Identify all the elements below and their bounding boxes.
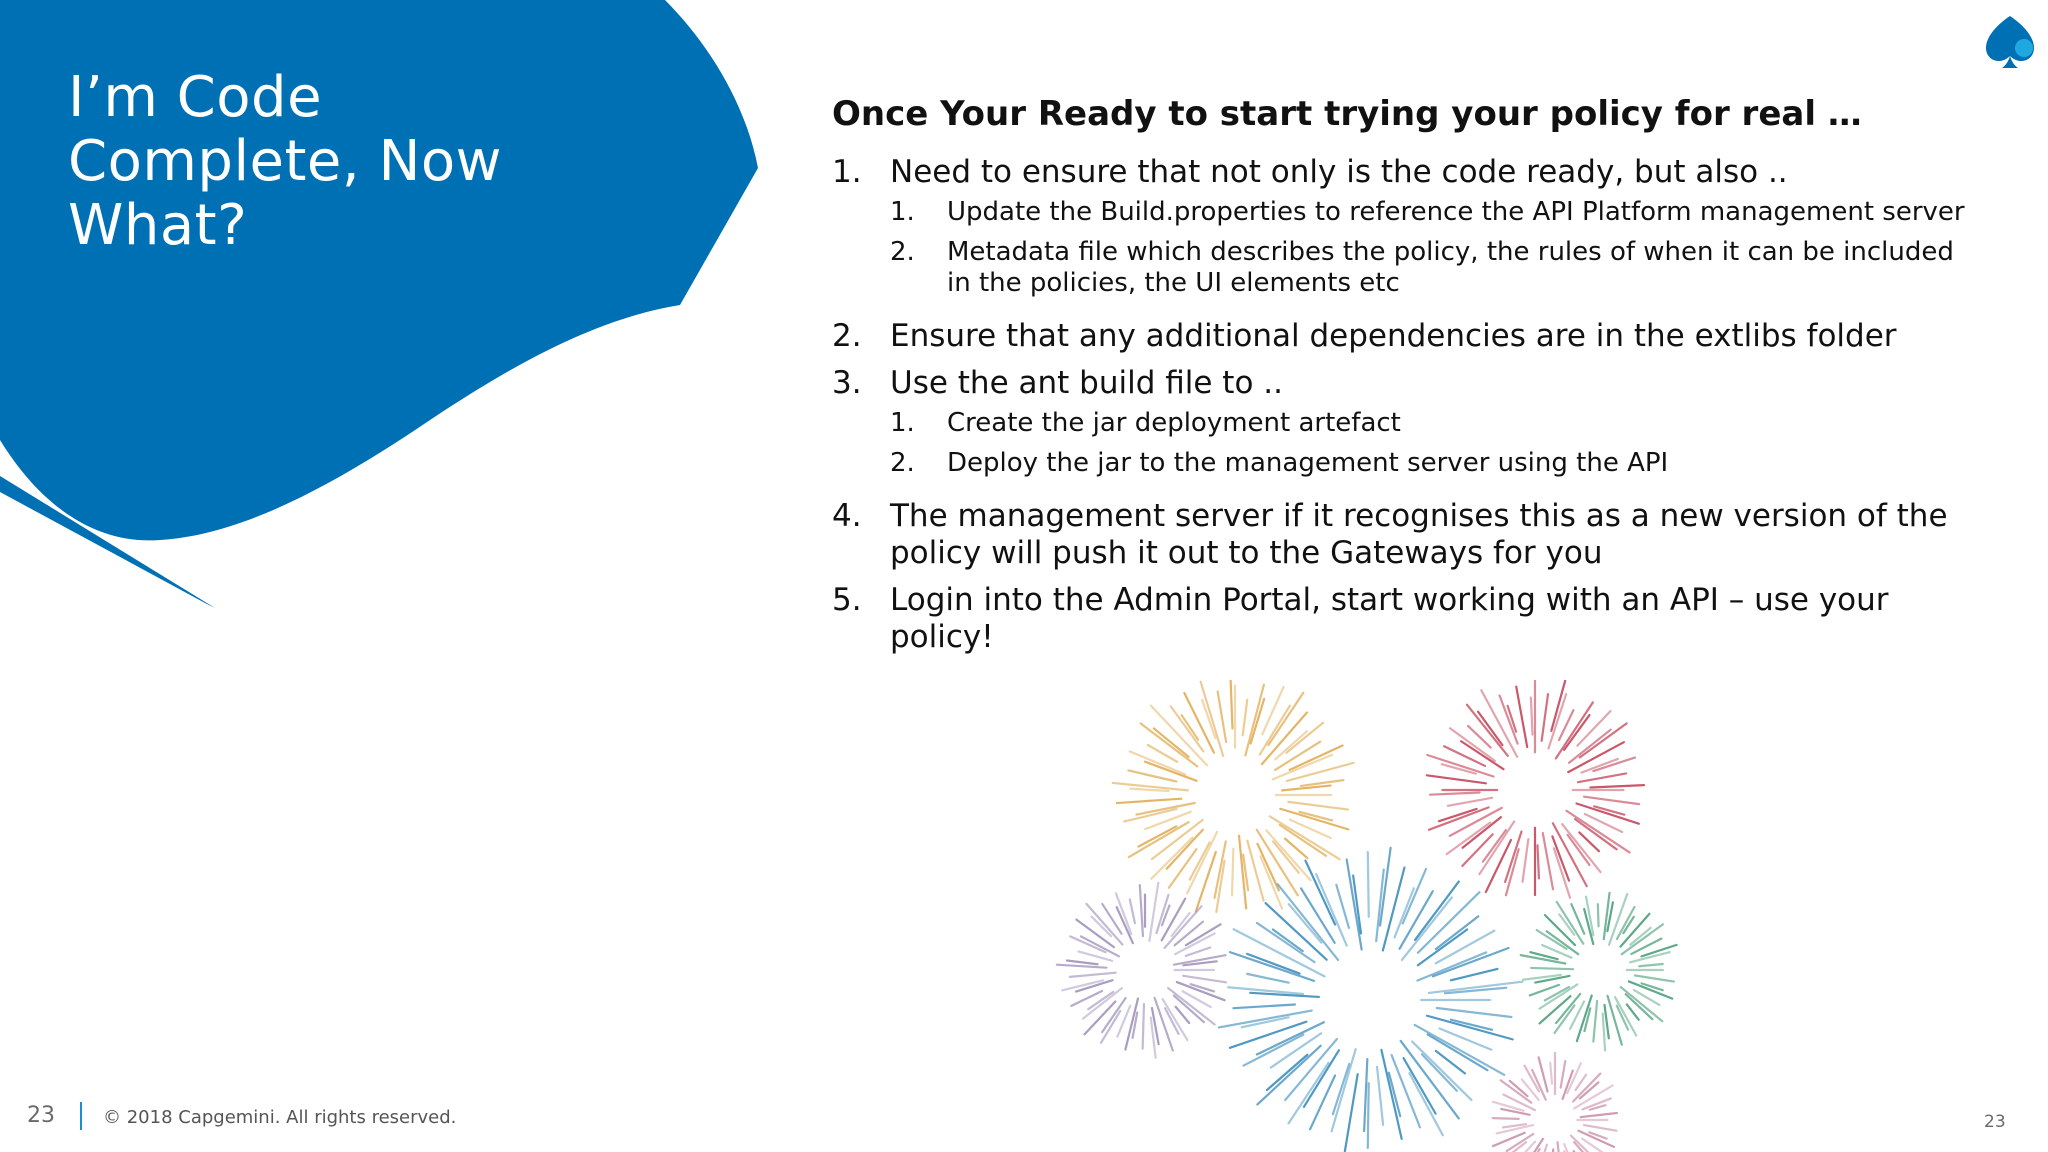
copyright-text: © 2018 Capgemini. All rights reserved.: [103, 1107, 457, 1128]
step-text: The management server if it recognises this as a new version of the policy will push it out to the Gateways for you: [890, 498, 1948, 571]
sub-step-item: [890, 197, 1972, 228]
page-number: 23: [1984, 1112, 2006, 1132]
sub-step-number: 2.: [890, 237, 915, 267]
step-item: [832, 318, 1972, 355]
sub-step-number: 2.: [890, 448, 915, 478]
step-number: 1.: [832, 154, 862, 190]
sub-step-item: [890, 448, 1972, 479]
sub-step-text: Deploy the jar to the management server using the API: [947, 448, 1669, 478]
step-item: [832, 365, 1972, 488]
step-number: 4.: [832, 498, 862, 534]
footer-divider: [80, 1102, 82, 1130]
fireworks-image: [1040, 680, 1700, 1152]
step-item: [832, 582, 1972, 656]
sub-step-item: [890, 237, 1972, 299]
sub-step-item: [890, 408, 1972, 439]
capgemini-spade-logo: [1980, 14, 2038, 68]
step-text: Login into the Admin Portal, start working with an API – use your policy!: [890, 582, 1889, 655]
sub-step-text: Update the Build.properties to reference the API Platform management server: [947, 197, 1965, 227]
sub-list: [890, 408, 1972, 479]
sub-step-number: 1.: [890, 408, 915, 438]
firework-burst: [1521, 893, 1677, 1051]
sub-list: [890, 197, 1972, 299]
firework-burst: [1219, 848, 1523, 1152]
firework-burst: [1493, 1053, 1617, 1152]
sub-step-text: Create the jar deployment artefact: [947, 408, 1401, 438]
sub-step-number: 1.: [890, 197, 915, 227]
firework-burst: [1057, 883, 1226, 1058]
step-number: 2.: [832, 318, 862, 354]
step-item: [832, 498, 1972, 572]
step-item: [832, 154, 1972, 308]
slide-title: I’m Code Complete, Now What?: [68, 65, 502, 258]
slide-number: 23: [27, 1103, 55, 1128]
step-number: 3.: [832, 365, 862, 401]
content-heading: Once Your Ready to start trying your policy for real …: [832, 94, 1862, 134]
sub-step-text: Metadata file which describes the policy, the rules of when it can be included in the policies, the UI elements etc: [947, 237, 1954, 298]
step-text: Use the ant build file to ..: [890, 365, 1283, 401]
step-number: 5.: [832, 582, 862, 618]
step-text: Need to ensure that not only is the code ready, but also ..: [890, 154, 1788, 190]
step-text: Ensure that any additional dependencies are in the extlibs folder: [890, 318, 1897, 354]
firework-burst: [1427, 681, 1644, 898]
content-area: [832, 92, 1972, 666]
